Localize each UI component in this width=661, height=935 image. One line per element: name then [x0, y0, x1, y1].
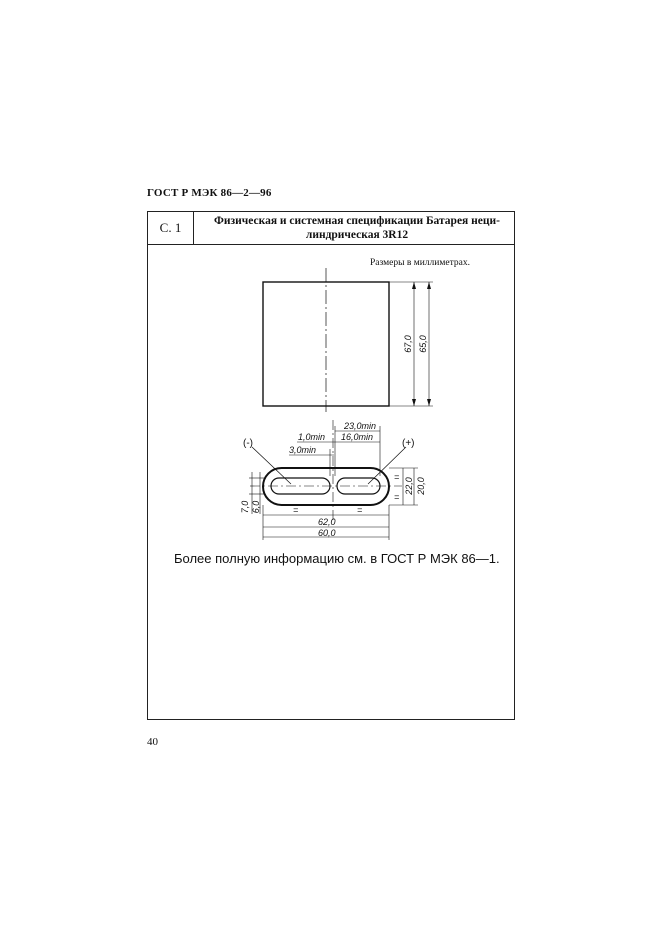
- dim-23-label: 23,0min: [344, 421, 377, 431]
- dim-67-label: 67,0: [403, 335, 413, 353]
- dim-1-label: 1,0min: [298, 432, 326, 442]
- dim-16-label: 16,0min: [341, 432, 374, 442]
- dim-7-label: 7,0: [240, 500, 250, 514]
- dim-3-label: 3,0min: [289, 445, 317, 455]
- dim-6-label: 6,0: [251, 500, 261, 514]
- document-header: ГОСТ Р МЭК 86—2—96: [147, 187, 272, 199]
- negative-label: (-): [243, 438, 253, 449]
- units-note: Размеры в миллиметрах.: [370, 258, 470, 268]
- equal-sign-upper: =: [394, 472, 400, 482]
- dim-65-label: 65,0: [418, 335, 428, 353]
- positive-label: (+): [402, 438, 415, 449]
- page-number: 40: [147, 736, 158, 748]
- equal-sign-right: =: [357, 505, 363, 515]
- dim-60-label: 60,0: [318, 528, 336, 538]
- dim-20-label: 20,0: [416, 477, 426, 495]
- dim-62-label: 62,0: [318, 517, 336, 527]
- spec-title: Физическая и системная спецификации Батарея неци-линдрическая 3R12: [194, 212, 514, 245]
- top-view-outline: [263, 468, 389, 505]
- equal-sign-left: =: [293, 505, 299, 515]
- page-code-cell: С. 1: [148, 212, 194, 245]
- dim-22-label: 22,0: [404, 477, 414, 495]
- reference-note: Более полную информацию см. в ГОСТ Р МЭК 86—1.: [174, 551, 500, 566]
- equal-sign-lower: =: [394, 492, 400, 502]
